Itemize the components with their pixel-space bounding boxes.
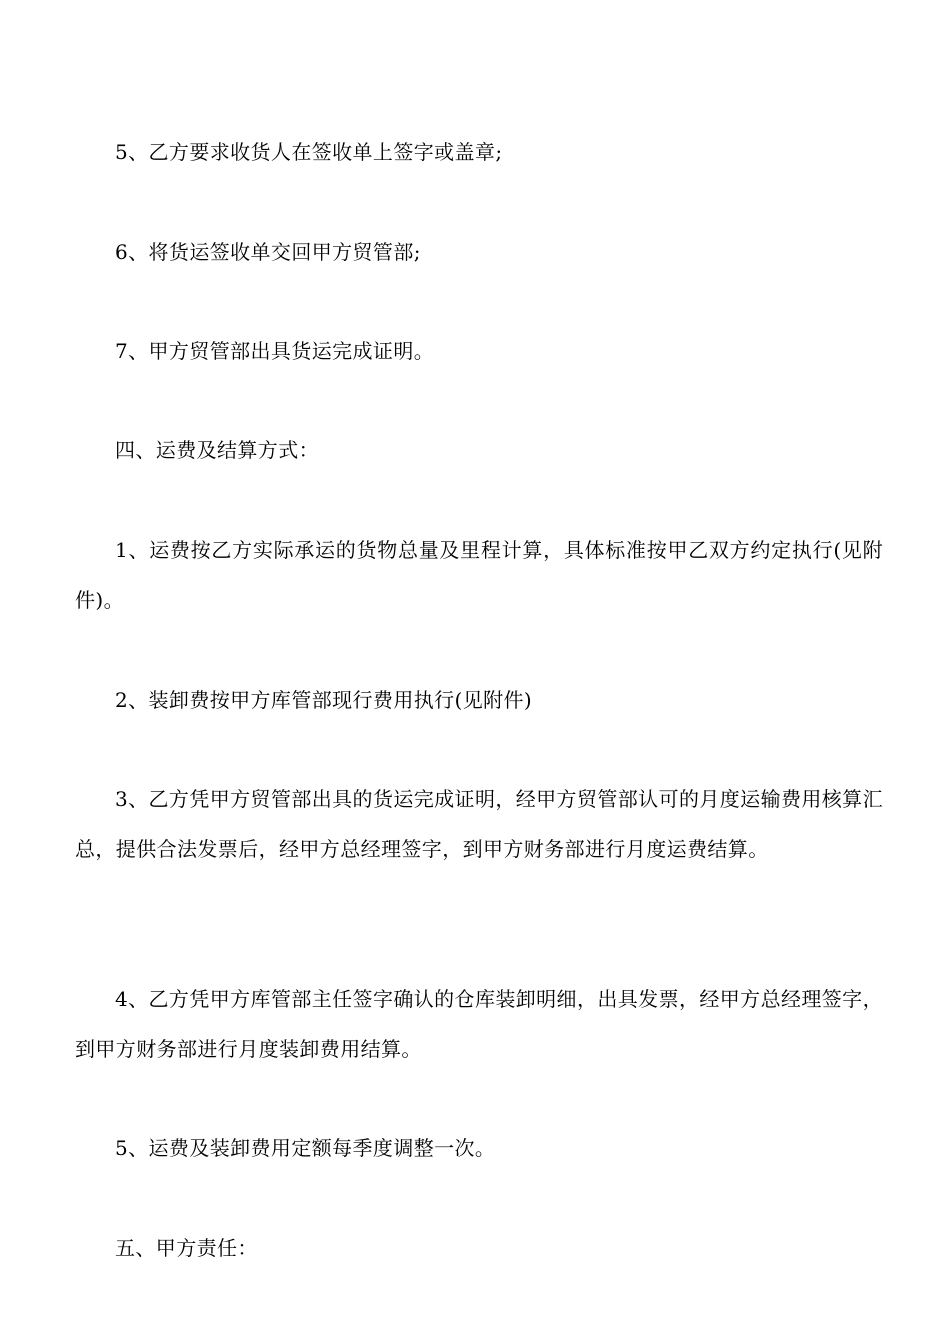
paragraph-loading-fees: 2、装卸费按甲方库管部现行费用执行(见附件) (115, 688, 533, 712)
section-heading-party-a-responsibility: 五、甲方责任： (115, 1236, 258, 1260)
paragraph-item-7-completion-proof: 7、甲方贸管部出具货运完成证明。 (115, 339, 435, 363)
paragraph-item-6-return-receipt: 6、将货运签收单交回甲方贸管部; (115, 240, 421, 264)
paragraph-loading-settlement: 4、乙方凭甲方库管部主任签字确认的仓库装卸明细，出具发票，经甲方总经理签字，到甲方财务部进行月度装卸费用结算。 (75, 987, 883, 1061)
section-heading-freight-settlement: 四、运费及结算方式： (115, 438, 319, 462)
paragraph-quarterly-adjustment: 5、运费及装卸费用定额每季度调整一次。 (115, 1136, 496, 1160)
paragraph-monthly-freight-settlement: 3、乙方凭甲方贸管部出具的货运完成证明，经甲方贸管部认可的月度运输费用核算汇总，提供合法发票后，经甲方总经理签字，到甲方财务部进行月度运费结算。 (75, 787, 883, 861)
paragraph-freight-calculation: 1、运费按乙方实际承运的货物总量及里程计算，具体标准按甲乙双方约定执行(见附件)。 (75, 538, 883, 612)
paragraph-item-5-receipt-signature: 5、乙方要求收货人在签收单上签字或盖章; (115, 140, 503, 164)
